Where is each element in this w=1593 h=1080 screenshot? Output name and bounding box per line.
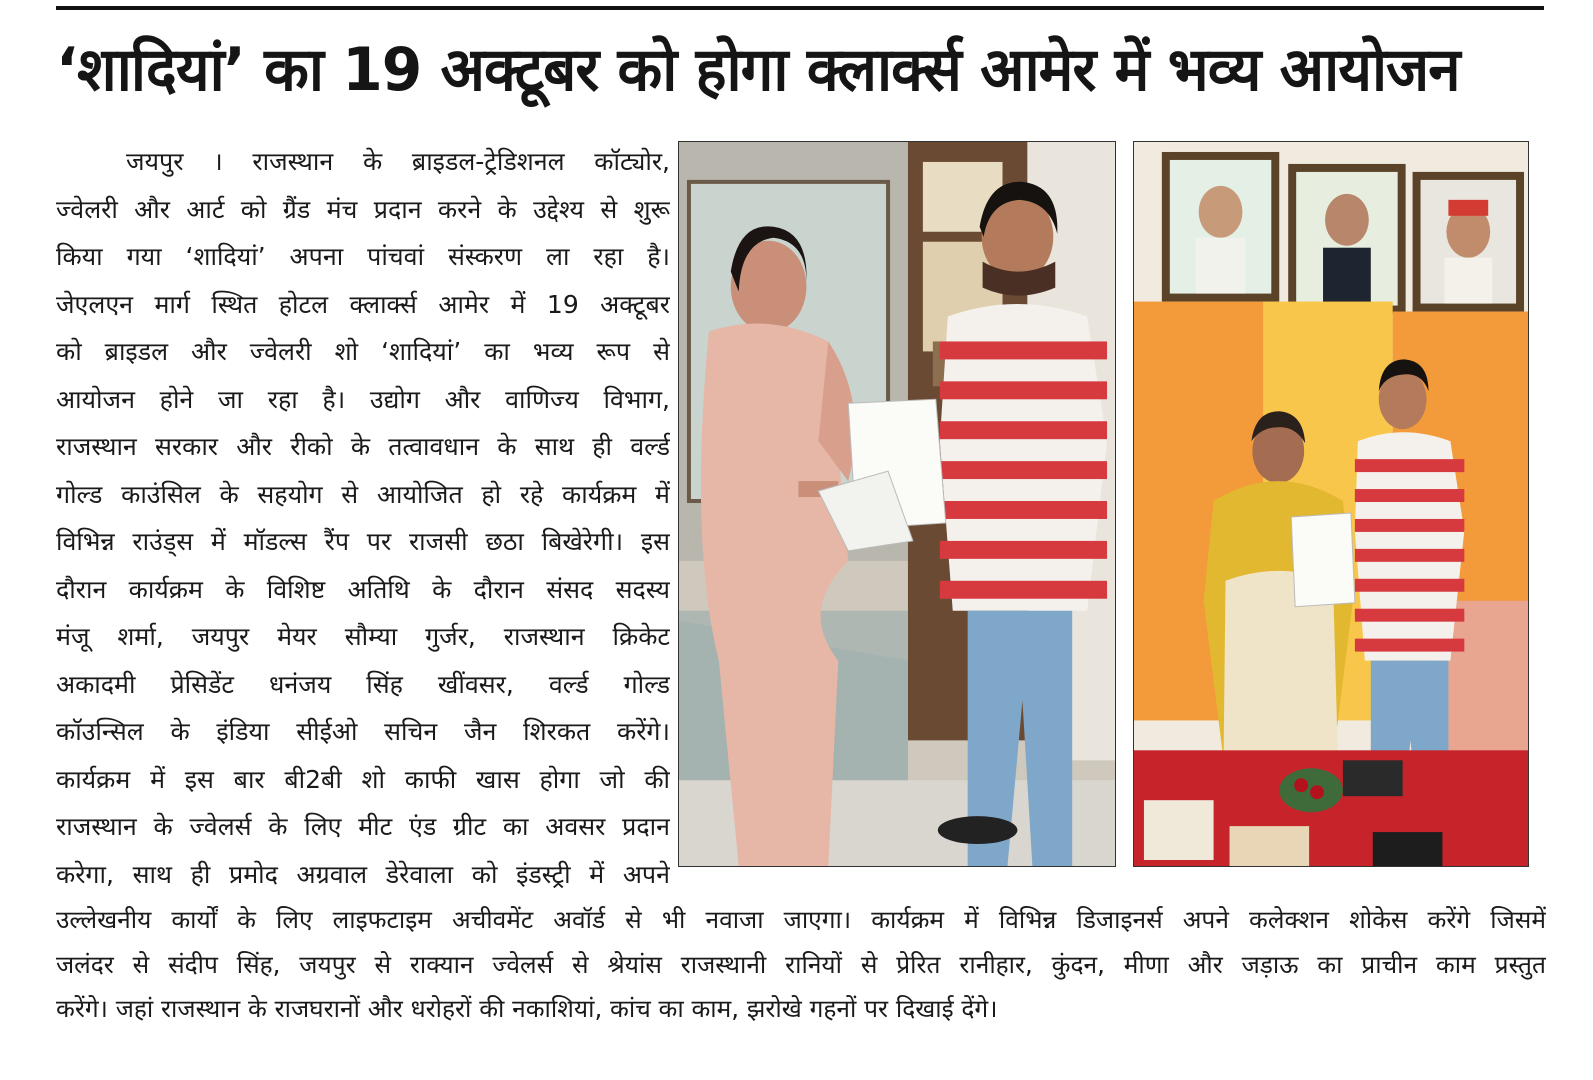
article-line: राजस्थान के ज्वेलर्स के लिए मीट एंड ग्रीट का अवसर प्रदान <box>56 812 670 841</box>
article-line: को ब्राइडल और ज्वेलरी शो ‘शादियां’ का भव्य रूप से <box>56 337 670 366</box>
striped-shirt <box>1355 432 1464 660</box>
article-column <box>56 138 670 898</box>
news-photo-portrait-meeting <box>1133 141 1529 867</box>
article-line: ज्वेलरी और आर्ट को ग्रैंड मंच प्रदान करने के उद्देश्य से शुरू <box>56 194 670 224</box>
article-line: उल्लेखनीय कार्यों के लिए लाइफटाइम अचीवमेंट अवॉर्ड से भी नवाजा जाएगा। कार्यक्रम में विभिन्न डिजाइनर्स अपने कलेक्शन शोकेस करेंगे जिसमें <box>56 905 1546 934</box>
article-line: मंजू शर्मा, जयपुर मेयर सौम्या गुर्जर, राजस्थान क्रिकेट <box>56 622 670 651</box>
article-line: आयोजन होने जा रहा है। उद्योग और वाणिज्य विभाग, <box>56 384 670 414</box>
article-continuation <box>56 898 1546 1032</box>
article-line: करेंगे। जहां राजस्थान के राजघरानों और धरोहरों की नकाशियां, कांच का काम, झरोखे गहनों पर दिखाई देंगे। <box>56 994 998 1023</box>
article-line: राजस्थान सरकार और रीको के तत्वावधान के साथ ही वर्ल्ड <box>56 432 670 461</box>
article-line: करेगा, साथ ही प्रमोद अग्रवाल डेरेवाला को इंडस्ट्री में अपने <box>56 859 670 889</box>
article-line: कॉउन्सिल के इंडिया सीईओ सचिन जैन शिरकत करेंगे। <box>56 717 670 746</box>
article-line: कार्यक्रम में इस बार बी2बी शो काफी खास होगा जो की <box>56 764 670 794</box>
news-photo-office-meeting <box>678 141 1116 867</box>
article-line: किया गया ‘शादियां’ अपना पांचवां संस्करण ला रहा है। <box>56 242 670 271</box>
article-line: जयपुर । राजस्थान के ब्राइडल-ट्रेडिशनल कॉट्योर, <box>126 147 670 176</box>
article-line: जेएलएन मार्ग स्थित होटल क्लार्क्स आमेर में 19 अक्टूबर <box>56 289 670 319</box>
article-line: अकादमी प्रेसिडेंट धनंजय सिंह खींवसर, वर्ल्ड गोल्ड <box>56 669 670 699</box>
article-line: गोल्ड काउंसिल के सहयोग से आयोजित हो रहे कार्यक्रम में <box>56 479 670 509</box>
article-line: विभिन्न राउंड्स में मॉडल्स रैंप पर राजसी छठा बिखेरेगी। इस <box>56 527 670 556</box>
article-line: दौरान कार्यक्रम के विशिष्ट अतिथि के दौरान संसद सदस्य <box>56 574 670 604</box>
headline: ‘शादियां’ का 19 अक्टूबर को होगा क्लार्क्स आमेर में भव्य आयोजन <box>56 35 1460 105</box>
photo-office-meeting-illustration <box>679 142 1115 866</box>
striped-shirt <box>940 304 1107 611</box>
top-rule <box>56 6 1544 10</box>
photo-portrait-meeting-illustration <box>1134 142 1528 866</box>
article-line: जलंदर से संदीप सिंह, जयपुर से राक्यान ज्वेलर्स से श्रेयांस राजस्थानी रानियों से प्रेरित रानीहार, कुंदन, मीणा और जड़ाऊ का प्राचीन काम प्रस्तुत <box>56 949 1546 979</box>
